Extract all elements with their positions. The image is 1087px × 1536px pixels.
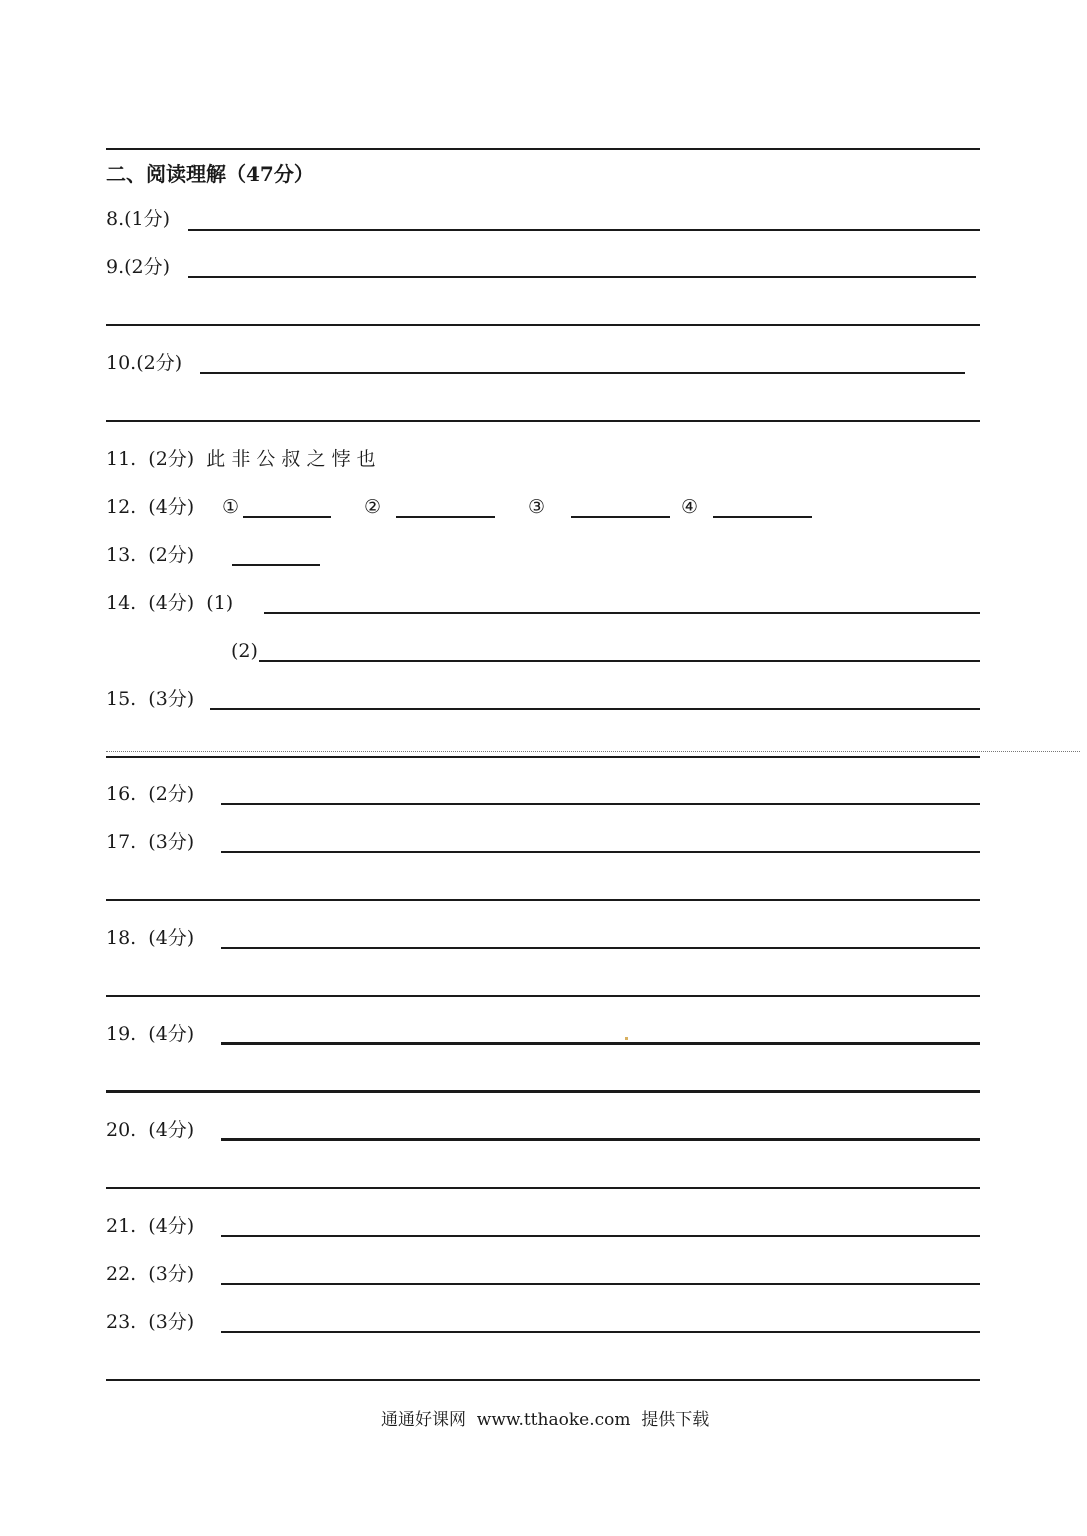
q8-label: 8.(1分) <box>106 208 171 230</box>
q11-label: 11. (2分) 此 非 公 叔 之 悖 也 <box>106 448 376 470</box>
q21-answer-line[interactable] <box>221 1235 980 1237</box>
q18-answer-line[interactable] <box>221 947 980 949</box>
q16-answer-line[interactable] <box>221 803 980 805</box>
q8-answer-line[interactable] <box>188 229 980 231</box>
q12-mark-4: ④ <box>681 496 699 518</box>
q12-blank-3[interactable] <box>571 516 670 518</box>
q14-1-answer-line[interactable] <box>264 612 980 614</box>
q17-label: 17. (3分) <box>106 831 195 853</box>
q13-label: 13. (2分) <box>106 544 195 566</box>
top-rule <box>106 148 980 150</box>
q12-mark-1: ① <box>222 496 240 518</box>
q12-blank-4[interactable] <box>713 516 812 518</box>
q19-answer-line-2[interactable] <box>106 1090 980 1093</box>
q10-answer-line-2[interactable] <box>106 420 980 422</box>
q12-blank-1[interactable] <box>243 516 331 518</box>
q23-answer-line[interactable] <box>221 1331 980 1333</box>
section-heading: 二、阅读理解（47分） <box>106 162 314 186</box>
q9-label: 9.(2分) <box>106 256 171 278</box>
q18-label: 18. (4分) <box>106 927 195 949</box>
q12-mark-2: ② <box>364 496 382 518</box>
q12-mark-3: ③ <box>528 496 546 518</box>
q23-label: 23. (3分) <box>106 1311 195 1333</box>
q14-label: 14. (4分) (1) <box>106 592 234 614</box>
ink-speck <box>625 1037 628 1040</box>
q19-label: 19. (4分) <box>106 1023 195 1045</box>
q20-label: 20. (4分) <box>106 1119 195 1141</box>
q16-label: 16. (2分) <box>106 783 195 805</box>
q14-2-answer-line[interactable] <box>259 660 980 662</box>
q21-label: 21. (4分) <box>106 1215 195 1237</box>
q19-answer-line[interactable] <box>221 1042 980 1045</box>
q9-answer-line-2[interactable] <box>106 324 980 326</box>
q15-answer-line[interactable] <box>210 708 980 710</box>
footer-source: 通通好课网 www.tthaoke.com 提供下载 <box>381 1410 710 1430</box>
q15-label: 15. (3分) <box>106 688 195 710</box>
q9-answer-line[interactable] <box>188 276 976 278</box>
q10-answer-line[interactable] <box>200 372 965 374</box>
q22-label: 22. (3分) <box>106 1263 195 1285</box>
q17-answer-line[interactable] <box>221 851 980 853</box>
q14-sub-2-label: (2) <box>231 640 258 662</box>
q15-answer-line-2[interactable] <box>106 756 980 758</box>
q20-answer-line-2[interactable] <box>106 1187 980 1189</box>
page-separator <box>106 751 1080 752</box>
q23-answer-line-2[interactable] <box>106 1379 980 1381</box>
q22-answer-line[interactable] <box>221 1283 980 1285</box>
q18-answer-line-2[interactable] <box>106 995 980 997</box>
q12-blank-2[interactable] <box>396 516 495 518</box>
q12-label: 12. (4分) <box>106 496 195 518</box>
q10-label: 10.(2分) <box>106 352 183 374</box>
q20-answer-line[interactable] <box>221 1138 980 1141</box>
q17-answer-line-2[interactable] <box>106 899 980 901</box>
q13-blank[interactable] <box>232 564 320 566</box>
